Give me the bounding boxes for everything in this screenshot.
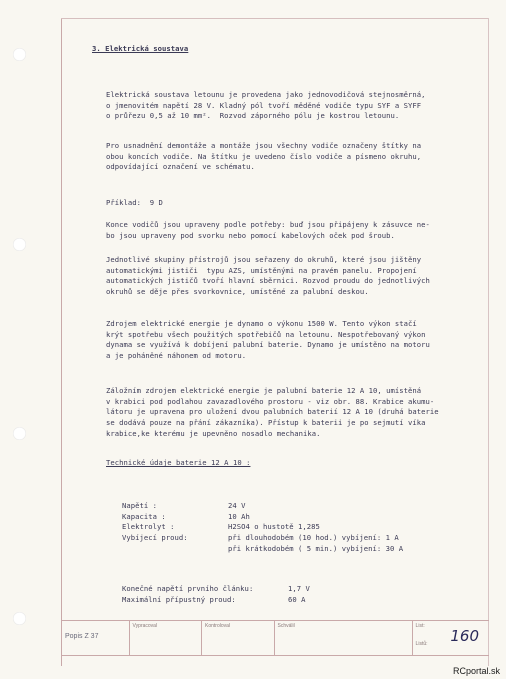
list-cell: List: Listů: 160 — [415, 623, 479, 647]
extra-labels: Konečné napětí prvního článku: Maximální přípustný proud: — [122, 584, 254, 604]
kontroloval-cell: Kontroloval — [202, 621, 275, 655]
frame-line — [61, 18, 62, 666]
punch-hole — [13, 238, 26, 251]
vypracoval-cell: Vypracoval — [130, 621, 203, 655]
paragraph-4: Jednotlivé skupiny přístrojů jsou seřazeny do okruhů, které jsou jištěny automatickými jističi typu AZS, umístěnými na pravém panelu. Propojení automatických jističů tvoří hlavní sběrnici. Rozvod proudu do jednotlivých okruhů se děje přes svorkovnice, umístěné za palubní deskou. — [106, 255, 430, 296]
paragraph-2: Pro usnadnění demontáže a montáže jsou všechny vodiče označeny štítky na obou koncích vodiče. Na štítku je uvedeno číslo vodiče a písmeno okruhu, odpovídající označení ve schématu. — [106, 141, 422, 172]
punch-hole — [13, 612, 26, 625]
paragraph-6: Záložním zdrojem elektrické energie je palubní baterie 12 A 10, umístěná v krabici pod podlahou zavazadlového prostoru - viz obr. 88. Krabice akumu- látoru je upravena pro uložení dvou palubních baterií 12 A 10 (druhá baterie se dodává pouze na přání zákazníka). Přístup k baterii je po sejmutí víka krabice,ke kterému je upevněno nosadlo mechanika. — [106, 386, 439, 438]
paragraph-5: Zdrojem elektrické energie je dynamo o výkonu 1500 W. Tento výkon stačí krýt spotřebu všech použitých spotřebičů na letounu. Nespotřebovaný výkon dynama se využívá k dobíjení palubní baterie. Dynamo je umístěno na motoru a je poháněné náhonem od motoru. — [106, 319, 430, 360]
schvalil-cell: Schválil — [275, 621, 413, 655]
paragraph-1: Elektrická soustava letounu je provedena jako jednovodičová stejnosměrná, o jmenovitém napětí 28 V. Kladný pól tvoří měděné vodiče typu SYF a SYFF o průřezu 0,5 až 10 mm². Rozvod záporného pólu je kostrou letounu. — [106, 90, 426, 121]
title-block — [61, 620, 489, 656]
page-number: 160 — [450, 627, 479, 645]
battery-title: Technické údaje baterie 12 A 10 : — [106, 458, 251, 467]
frame-line — [61, 18, 489, 19]
paragraph-3: Konce vodičů jsou upraveny podle potřeby: buď jsou připájeny k zásuvce ne- bo jsou upraveny pod svorku nebo pomocí kabelových oček pod šroub. — [106, 220, 430, 240]
popis-cell: Popis Z 37 — [61, 621, 130, 655]
watermark: RCportal.sk — [452, 666, 500, 676]
section-heading: 3. Elektrická soustava — [92, 44, 189, 53]
frame-line — [488, 18, 489, 666]
punch-hole — [13, 427, 26, 440]
paragraph-example: Příklad: 9 D — [106, 198, 163, 208]
spec-values: 24 V 10 Ah H2SO4 o hustotě 1,285 při dlouhodobém (10 hod.) vybíjení: 1 A při krátkodobém ( 5 min.) vybíjení: 30 A — [228, 501, 404, 553]
spec-labels: Napětí : Kapacita : Elektrolyt : Vybíjecí proud: — [122, 501, 188, 542]
extra-values: 1,7 V 60 A — [288, 584, 310, 604]
punch-hole — [13, 48, 26, 61]
